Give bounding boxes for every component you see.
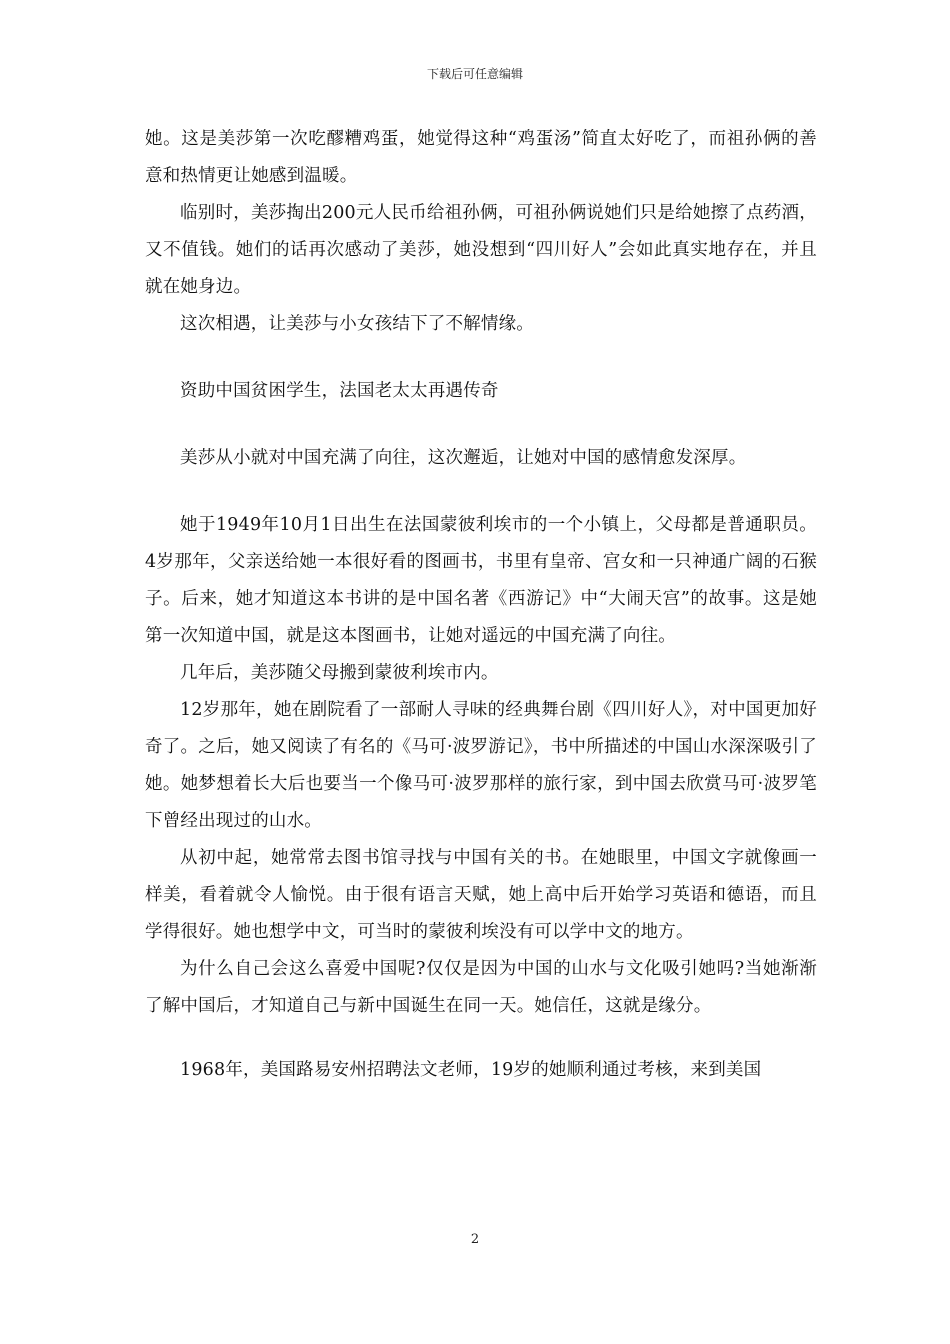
- paragraph: 1968年，美国路易安州招聘法文老师，19岁的她顺利通过考核，来到美国: [180, 1060, 762, 1080]
- page-number: 2: [470, 1232, 480, 1247]
- paragraph: 从初中起，她常常去图书馆寻找与中国有关的书。在她眼里，中国文字就像画一样美，看着就令人愉悦。由于很有语言天赋，她上高中后开始学习英语和德语，而且学得很好。她也想学中文，可当时的蒙彼利埃没有可以学中文的地方。: [145, 848, 817, 942]
- section-heading: 资助中国贫困学生，法国老太太再遇传奇: [180, 381, 499, 401]
- document-body: [145, 121, 817, 1089]
- paragraph: 几年后，美莎随父母搬到蒙彼利埃市内。: [180, 663, 499, 683]
- paragraph: 为什么自己会这么喜爱中国呢?仅仅是因为中国的山水与文化吸引她吗?当她渐渐了解中国后，才知道自己与新中国诞生在同一天。她信任，这就是缘分。: [145, 959, 817, 1016]
- paragraph: 临别时，美莎掏出200元人民币给祖孙俩，可祖孙俩说她们只是给她擦了点药酒，又不值钱。她们的话再次感动了美莎，她没想到“四川好人”会如此真实地存在，并且就在她身边。: [145, 203, 817, 297]
- paragraph: 她于1949年10月1日出生在法国蒙彼利埃市的一个小镇上，父母都是普通职员。4岁那年，父亲送给她一本很好看的图画书，书里有皇帝、宫女和一只神通广阔的石猴子。后来，她才知道这本书讲的是中国名著《西游记》中“大闹天宫”的故事。这是她第一次知道中国，就是这本图画书，让她对遥远的中国充满了向往。: [145, 515, 817, 646]
- paragraph: 美莎从小就对中国充满了向往，这次邂逅，让她对中国的感情愈发深厚。: [180, 448, 747, 468]
- paragraph: 这次相遇，让美莎与小女孩结下了不解情缘。: [180, 314, 534, 334]
- paragraph-continuation: 她。这是美莎第一次吃醪糟鸡蛋，她觉得这种“鸡蛋汤”简直太好吃了，而祖孙俩的善意和热情更让她感到温暖。: [145, 129, 817, 186]
- paragraph: 12岁那年，她在剧院看了一部耐人寻味的经典舞台剧《四川好人》，对中国更加好奇了。之后，她又阅读了有名的《马可·波罗游记》，书中所描述的中国山水深深吸引了她。她梦想着长大后也要当一个像马可·波罗那样的旅行家，到中国去欣赏马可·波罗笔下曾经出现过的山水。: [145, 700, 817, 831]
- page-header: 下载后可任意编辑: [426, 67, 523, 81]
